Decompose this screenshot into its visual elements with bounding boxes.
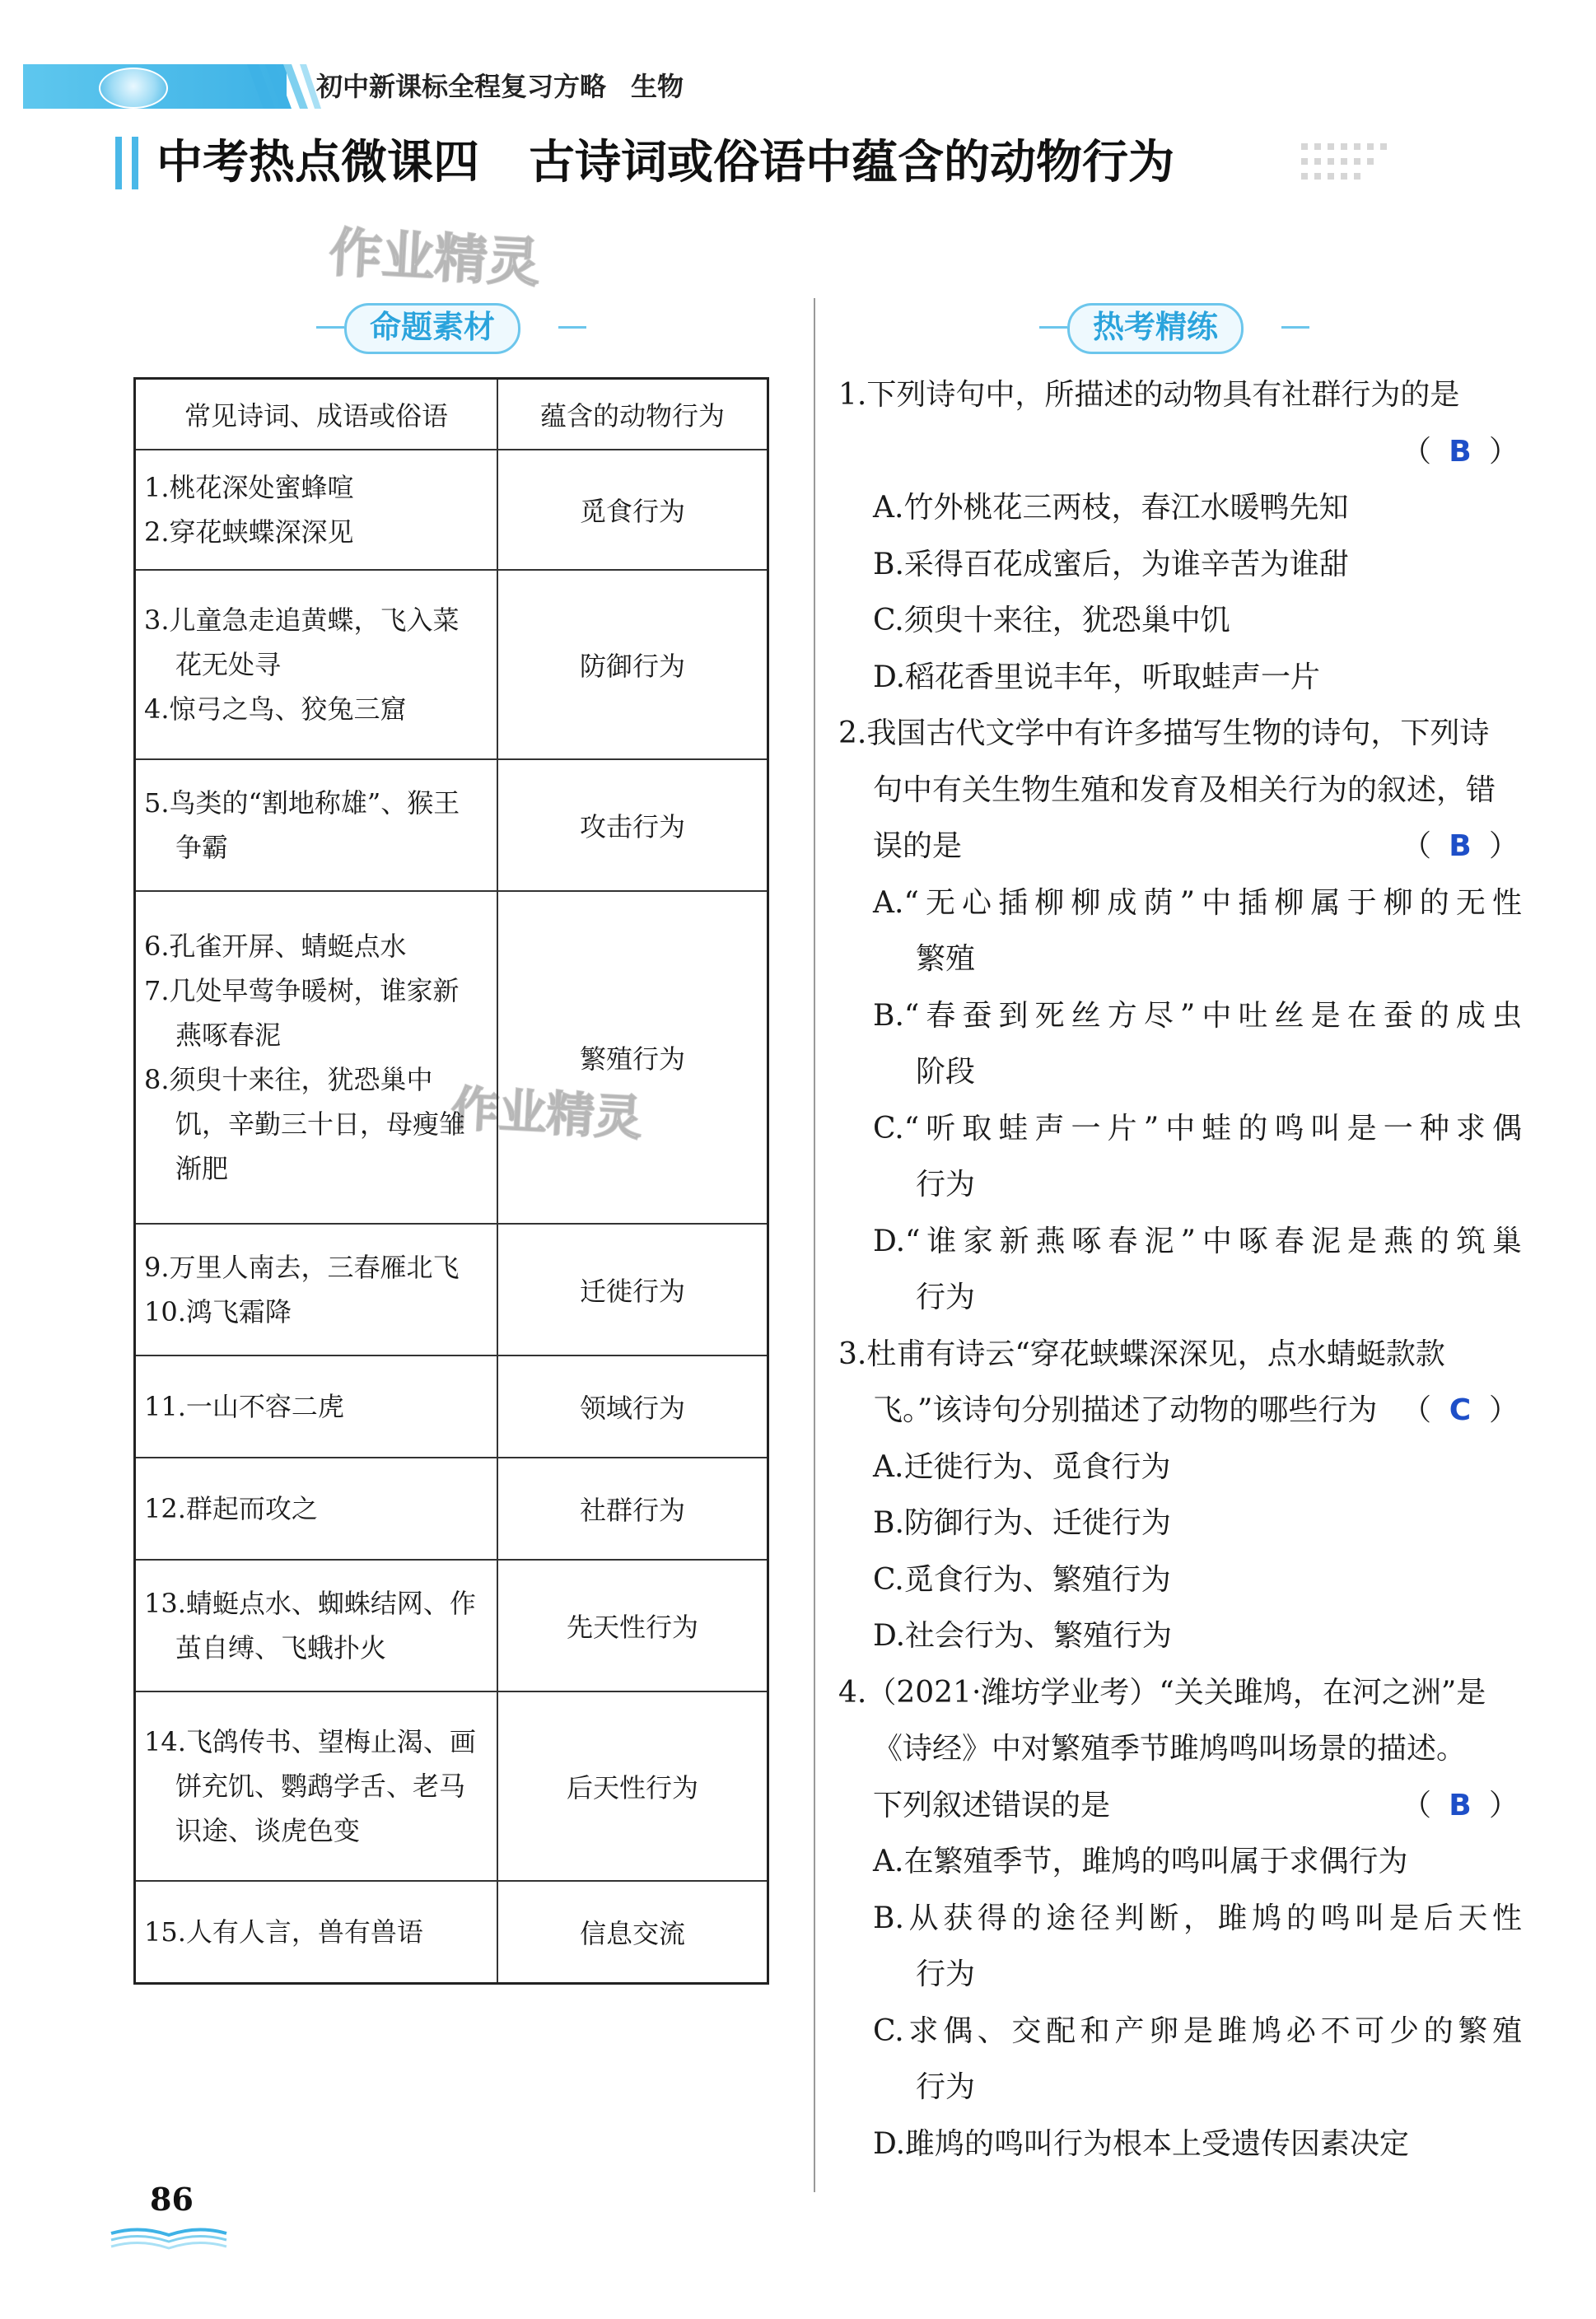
table-cell-quote [135, 1224, 498, 1355]
table-cell-behavior: 攻击行为 [497, 759, 768, 891]
table-cell-quote [135, 1355, 498, 1458]
quote-line: 8.须臾十来往，犹恐巢中 [144, 1064, 433, 1095]
table-cell-quote [135, 1458, 498, 1560]
quote-line: 5.鸟类的“割地称雄”、猴王 [144, 787, 460, 819]
option: B.采得百花成蜜后，为谁辛苦为谁甜 [873, 547, 1349, 581]
quote-line: 争霸 [175, 832, 229, 863]
table-cell-quote [135, 1881, 498, 1983]
section-label-right: 热考精练 [1067, 303, 1244, 354]
behavior-table [133, 377, 769, 1985]
option: C.觅食行为、繁殖行为 [873, 1562, 1171, 1597]
quote-line: 燕啄春泥 [175, 1020, 282, 1051]
quote-line: 10.鸿飞霜降 [144, 1296, 292, 1327]
table-row [135, 1458, 768, 1560]
option: B.“春蚕到死丝方尽”中吐丝是在蚕的成虫 [873, 998, 1522, 1033]
quote-line: 6.孔雀开屏、蜻蜓点水 [144, 931, 407, 962]
option-cont: 行为 [916, 2070, 976, 2104]
question-list [838, 367, 1522, 2172]
table-header-row [135, 379, 768, 450]
question-stem: 1.下列诗句中，所描述的动物具有社群行为的是 [838, 378, 1460, 412]
table-cell-behavior: 领域行为 [497, 1355, 768, 1458]
option: B.防御行为、迁徙行为 [873, 1506, 1171, 1540]
heading-dots-decoration [1301, 138, 1392, 184]
page-heading [156, 130, 1174, 196]
heading-bar [132, 137, 138, 189]
page-number: 86 [150, 2181, 194, 2218]
heading-prefix: 中考热点微课四 [156, 136, 479, 189]
section-label-left: 命题素材 [344, 303, 520, 354]
answer-letter: C [1449, 1393, 1472, 1427]
table-row [135, 1355, 768, 1458]
table-row [135, 759, 768, 891]
answer-bracket: （ B ） [1402, 819, 1522, 875]
quote-line: 4.惊弓之鸟、狡兔三窟 [144, 693, 407, 725]
quote-line: 1.桃花深处蜜蜂喧 [144, 472, 354, 503]
quote-line: 识途、谈虎色变 [175, 1815, 361, 1846]
option-cont: 繁殖 [916, 942, 976, 976]
option: D.“谁家新燕啄春泥”中啄春泥是燕的筑巢 [873, 1224, 1522, 1258]
question-stem: 3.杜甫有诗云“穿花蛱蝶深深见，点水蜻蜓款款 [838, 1337, 1445, 1371]
table-row [135, 570, 768, 759]
question-stem: 句中有关生物生殖和发育及相关行为的叙述，错 [873, 772, 1496, 807]
heading-bar [115, 137, 122, 189]
table-cell-quote [135, 1560, 498, 1691]
subject-name: 生物 [631, 71, 684, 102]
table-cell-quote [135, 759, 498, 891]
column-divider [814, 298, 815, 2192]
question-stem-last [838, 1778, 1522, 1835]
answer-bracket: （ B ） [838, 424, 1522, 481]
question-stem-text: 误的是 [873, 829, 963, 863]
option: A.“无心插柳柳成荫”中插柳属于柳的无性 [873, 885, 1522, 920]
question-2 [838, 706, 1522, 1327]
table-header-cell: 蕴含的动物行为 [497, 379, 768, 450]
answer-letter: B [1449, 434, 1472, 469]
header-stripes [247, 64, 321, 109]
watermark: 作业精灵 [327, 222, 542, 295]
quote-line: 11.一山不容二虎 [144, 1391, 344, 1422]
option-cont: 阶段 [916, 1055, 976, 1089]
watermark: 作业精灵 [450, 1080, 644, 1147]
table-row [135, 450, 768, 570]
table-cell-quote [135, 891, 498, 1224]
series-title: 初中新课标全程复习方略 [316, 71, 607, 102]
table-cell-behavior: 觅食行为 [497, 450, 768, 570]
heading-title: 古诗词或俗语中蕴含的动物行为 [529, 136, 1174, 189]
table-cell-behavior: 防御行为 [497, 570, 768, 759]
question-4 [838, 1665, 1522, 2173]
option: D.社会行为、繁殖行为 [873, 1619, 1173, 1653]
option-cont: 行为 [916, 1957, 976, 1991]
option: A.竹外桃花三两枝，春江水暖鸭先知 [873, 491, 1349, 525]
quote-line: 饼充饥、鹦鹉学舌、老马 [175, 1771, 466, 1802]
quote-line: 13.蜻蜓点水、蜘蛛结网、作 [144, 1588, 476, 1619]
question-1 [838, 367, 1522, 706]
question-stem-last [838, 819, 1522, 875]
option-cont: 行为 [916, 1281, 976, 1314]
label-line [316, 326, 344, 329]
table-cell-quote [135, 450, 498, 570]
table-cell-behavior: 后天性行为 [497, 1691, 768, 1881]
quote-line: 12.群起而攻之 [144, 1493, 318, 1524]
question-stem: 4.（2021·潍坊学业考）“关关雎鸠，在河之洲”是 [838, 1675, 1486, 1710]
table-row [135, 891, 768, 1224]
option: C.求偶、交配和产卵是雎鸠必不可少的繁殖 [873, 2013, 1522, 2048]
label-line [1281, 326, 1309, 329]
table-cell-behavior: 繁殖行为 [497, 891, 768, 1224]
book-logo-icon [99, 68, 168, 109]
answer-letter: B [1449, 829, 1472, 863]
table-cell-behavior: 迁徙行为 [497, 1224, 768, 1355]
answer-letter: B [1449, 1788, 1472, 1822]
option: D.稻花香里说丰年，听取蛙声一片 [873, 660, 1321, 694]
option: B.从获得的途径判断，雎鸠的鸣叫是后天性 [873, 1901, 1522, 1935]
quote-line: 9.万里人南去，三春雁北飞 [144, 1252, 460, 1283]
quote-line: 14.飞鸽传书、望梅止渴、画 [144, 1726, 476, 1757]
question-stem-text: 下列叙述错误的是 [873, 1788, 1111, 1822]
quote-line: 饥，辛勤三十日，母瘦雏 [175, 1108, 466, 1140]
header-title [316, 64, 684, 109]
open-book-icon [107, 2223, 231, 2256]
question-stem-last [838, 1383, 1522, 1439]
answer-bracket: （ B ） [1402, 1778, 1522, 1835]
quote-line: 3.儿童急走追黄蝶，飞入菜 [144, 604, 460, 636]
label-line [558, 326, 586, 329]
label-line [1039, 326, 1067, 329]
option: C.“听取蛙声一片”中蛙的鸣叫是一种求偶 [873, 1111, 1522, 1146]
option: D.雎鸠的鸣叫行为根本上受遗传因素决定 [873, 2126, 1410, 2161]
option: C.须臾十来往，犹恐巢中饥 [873, 604, 1230, 637]
quote-line: 茧自缚、飞蛾扑火 [175, 1632, 387, 1663]
answer-bracket: （ C ） [1402, 1383, 1522, 1439]
table-cell-behavior: 先天性行为 [497, 1560, 768, 1691]
quote-line: 7.几处早莺争暖树，谁家新 [144, 975, 460, 1006]
quote-line: 花无处寻 [175, 649, 282, 680]
quote-line: 2.穿花蛱蝶深深见 [144, 516, 354, 548]
question-stem: 2.我国古代文学中有许多描写生物的诗句，下列诗 [838, 716, 1490, 750]
table-cell-behavior: 信息交流 [497, 1881, 768, 1983]
table-cell-quote [135, 570, 498, 759]
option-cont: 行为 [916, 1168, 976, 1201]
table-row [135, 1691, 768, 1881]
quote-line: 15.人有人言，兽有兽语 [144, 1915, 423, 1948]
option: A.在繁殖季节，雎鸠的鸣叫属于求偶行为 [873, 1845, 1408, 1878]
question-stem: 《诗经》中对繁殖季节雎鸠鸣叫场景的描述。 [873, 1732, 1467, 1766]
table-cell-behavior: 社群行为 [497, 1458, 768, 1560]
question-3 [838, 1327, 1522, 1665]
table-row [135, 1224, 768, 1355]
table-cell-quote [135, 1691, 498, 1881]
quote-line: 渐肥 [175, 1153, 229, 1184]
option: A.迁徙行为、觅食行为 [873, 1449, 1171, 1484]
table-header-cell: 常见诗词、成语或俗语 [135, 379, 498, 450]
question-stem-text: 飞。”该诗句分别描述了动物的哪些行为 [873, 1393, 1378, 1427]
table-row [135, 1560, 768, 1691]
table-row [135, 1881, 768, 1983]
